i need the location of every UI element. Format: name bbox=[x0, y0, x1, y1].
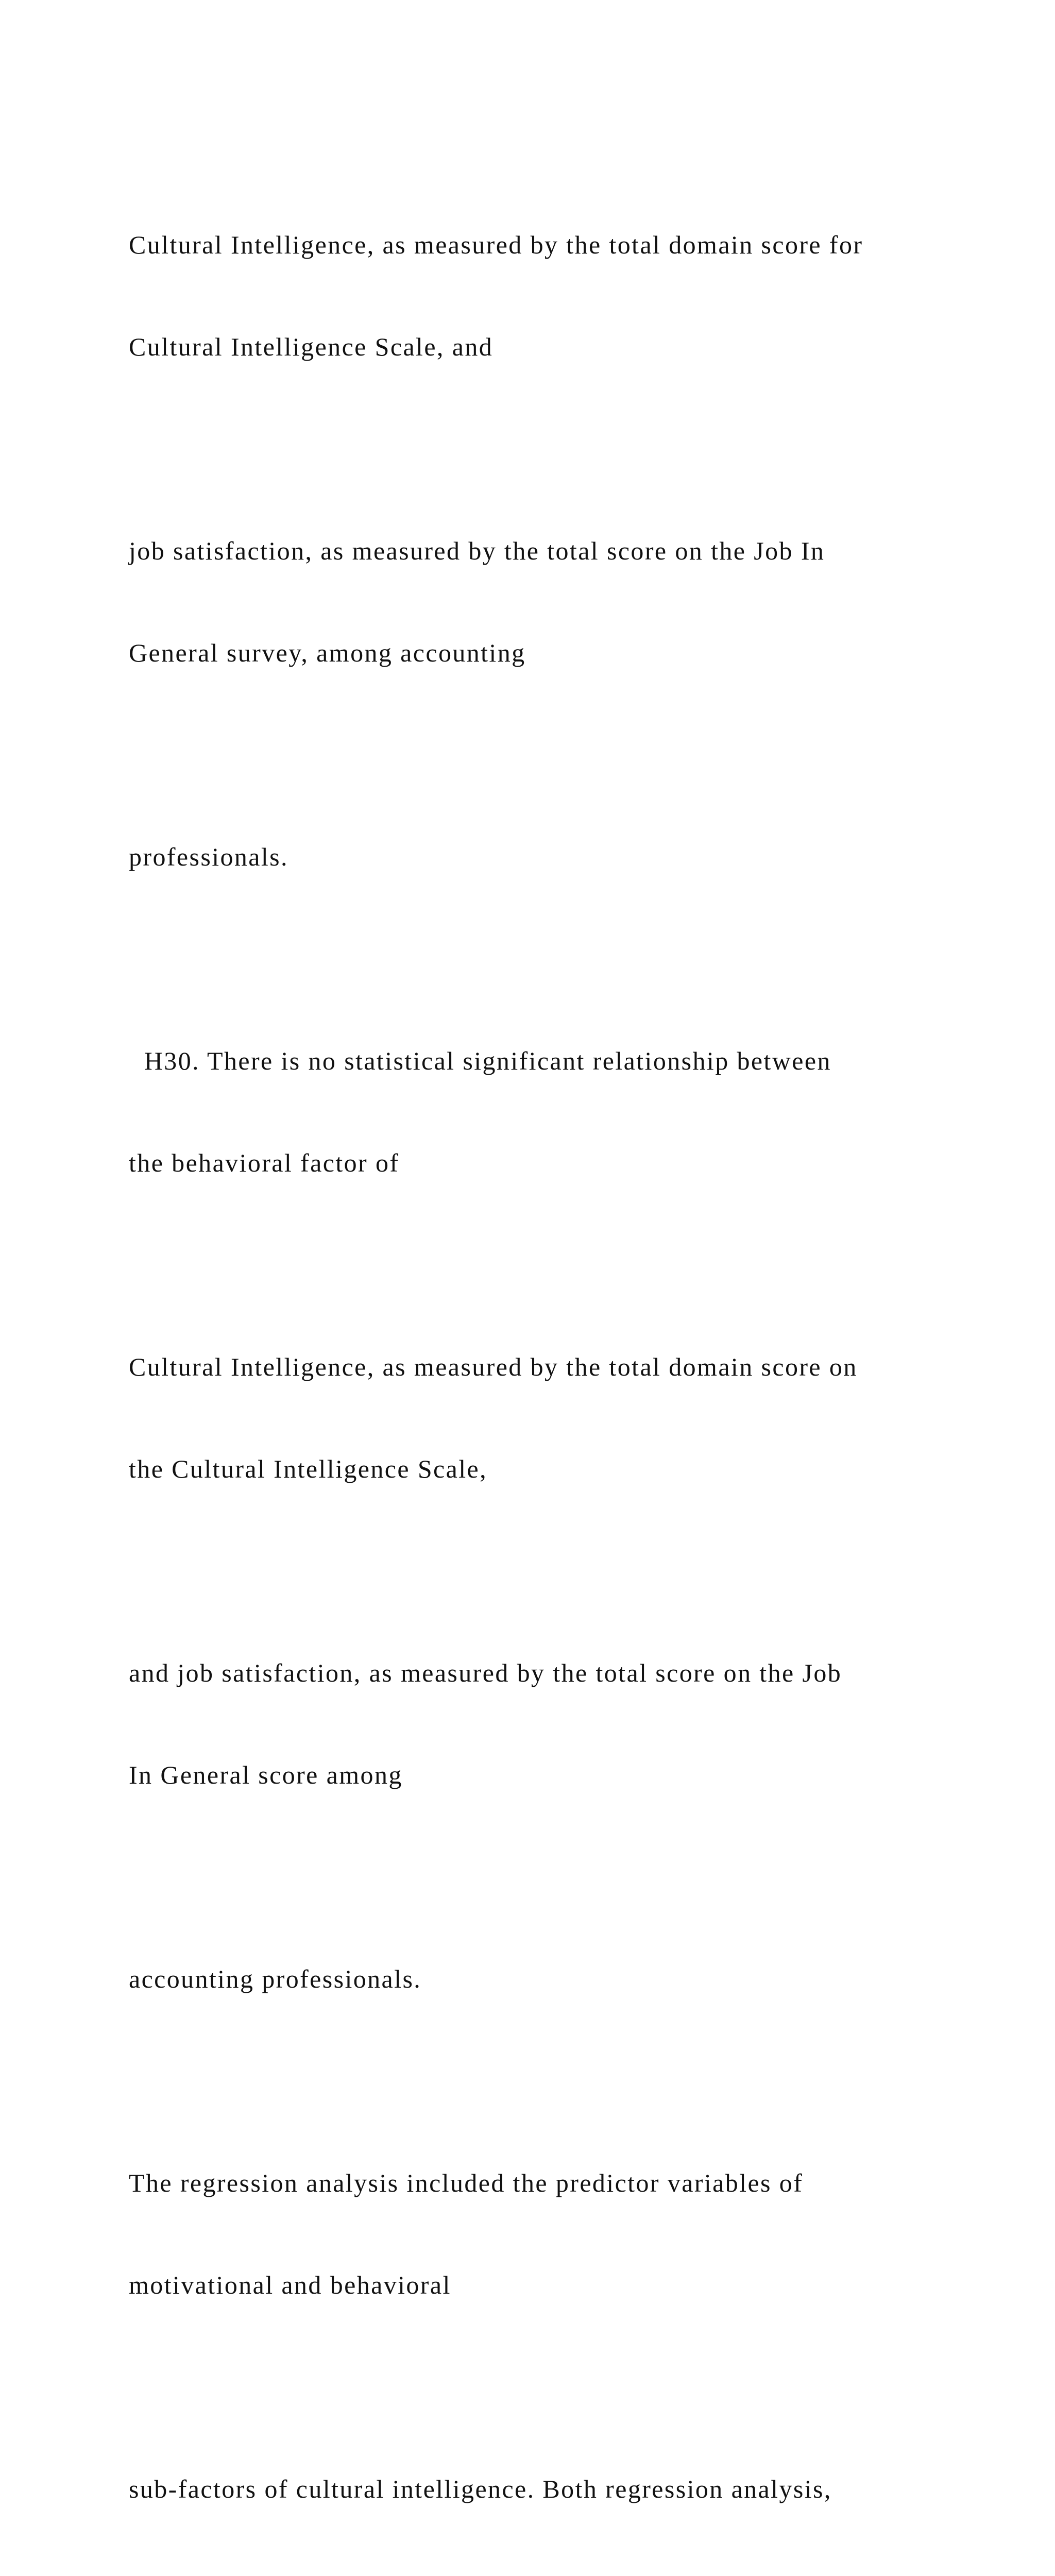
paragraph bbox=[129, 1894, 932, 2064]
text-line: General survey, among accounting bbox=[129, 638, 526, 667]
text-line: The regression analysis included the predictor variables of bbox=[129, 2168, 804, 2197]
text-line bbox=[129, 2574, 932, 2576]
paragraph bbox=[129, 160, 932, 432]
text-line: motivational and behavioral bbox=[129, 2270, 451, 2299]
text-line: job satisfaction, as measured by the total score on the Job In bbox=[129, 536, 825, 565]
text-line: Cultural Intelligence, as measured by the total domain score on bbox=[129, 1352, 858, 1381]
hypothesis-paragraph bbox=[129, 976, 932, 1248]
document-body bbox=[129, 160, 932, 2576]
text-line: professionals. bbox=[129, 842, 288, 871]
text-line: and job satisfaction, as measured by the total score on the Job bbox=[129, 1658, 842, 1687]
text-line: the behavioral factor of bbox=[129, 1148, 400, 1177]
paragraph bbox=[129, 2404, 932, 2576]
text-line: sub-factors of cultural intelligence. Both regression analysis, bbox=[129, 2475, 832, 2503]
text-line: the Cultural Intelligence Scale, bbox=[129, 1454, 488, 1483]
paragraph bbox=[129, 466, 932, 738]
paragraph bbox=[129, 2098, 932, 2370]
text-line: Cultural Intelligence Scale, and bbox=[129, 332, 494, 361]
text-line: accounting professionals. bbox=[129, 1964, 422, 1993]
text-line: H30. There is no statistical significant relationship between bbox=[129, 1046, 831, 1075]
paragraph bbox=[129, 1588, 932, 1860]
text-line: Cultural Intelligence, as measured by the total domain score for bbox=[129, 230, 863, 259]
text-line: In General score among bbox=[129, 1760, 403, 1789]
paragraph bbox=[129, 1282, 932, 1554]
paragraph bbox=[129, 772, 932, 942]
